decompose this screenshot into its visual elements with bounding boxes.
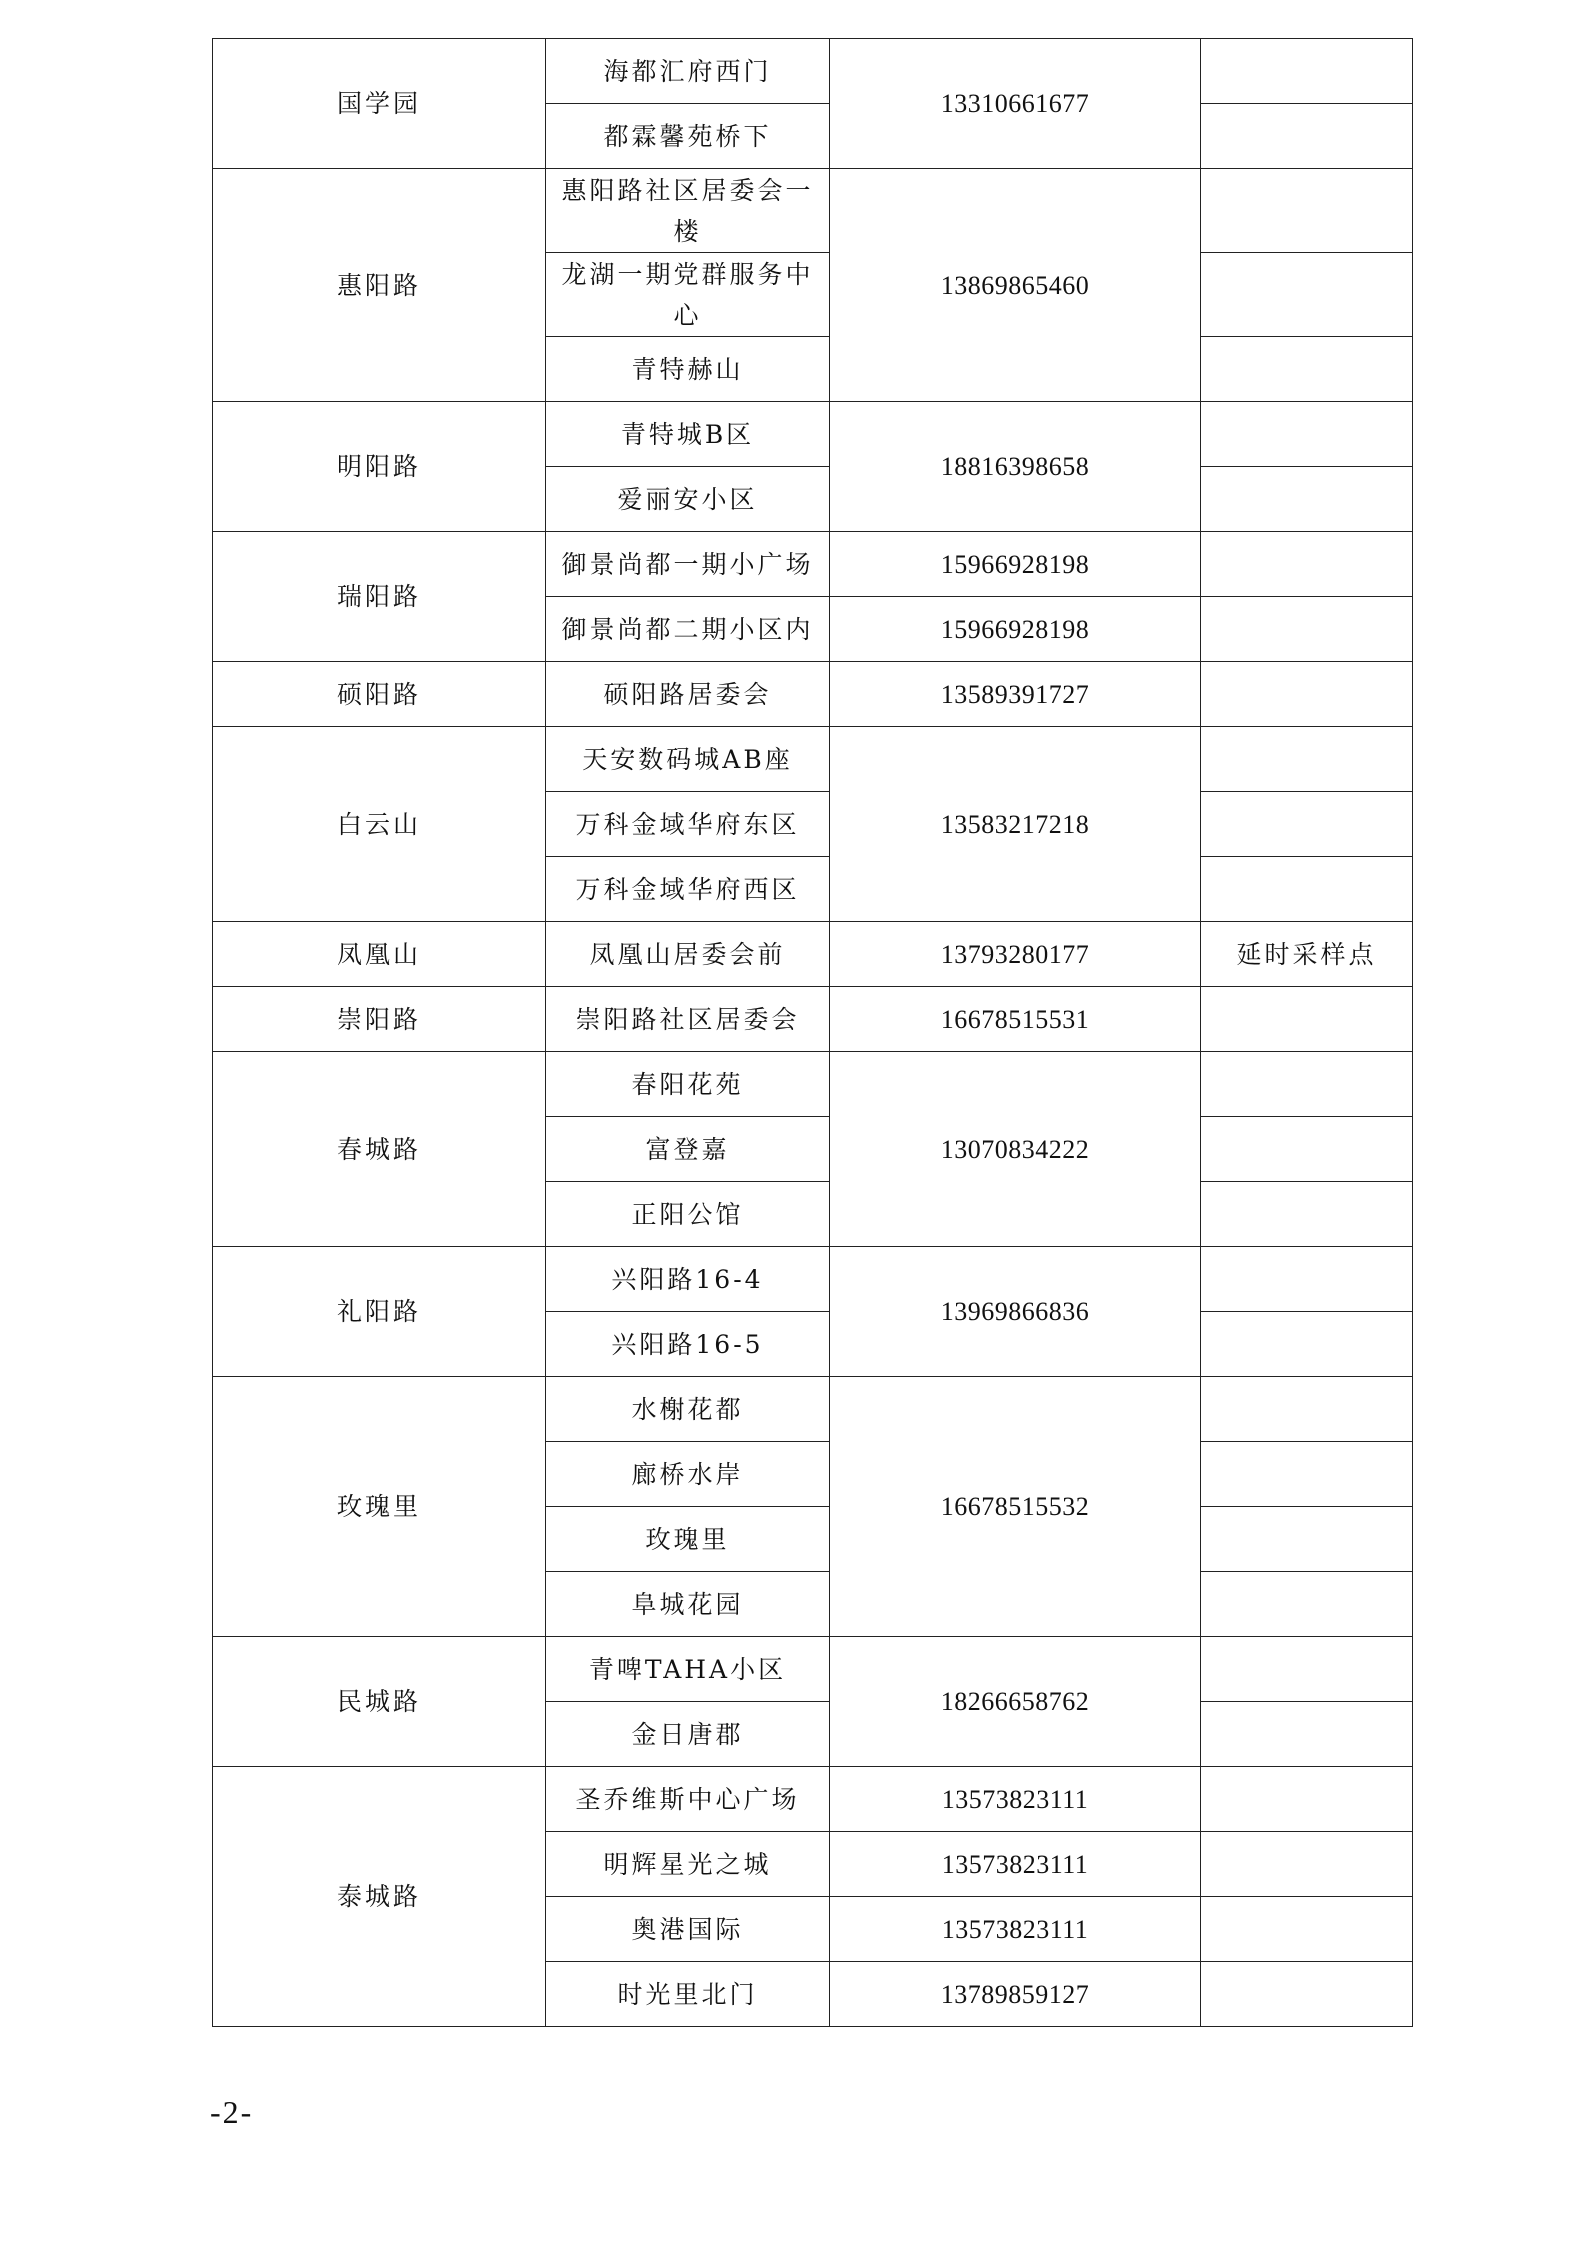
note-cell xyxy=(1201,597,1413,662)
note-cell xyxy=(1201,1182,1413,1247)
note-cell xyxy=(1201,1637,1413,1702)
community-cell: 玫瑰里 xyxy=(213,1377,546,1637)
phone-cell: 16678515532 xyxy=(830,1377,1201,1637)
note-cell xyxy=(1201,104,1413,169)
note-cell xyxy=(1201,1767,1413,1832)
note-cell xyxy=(1201,1832,1413,1897)
community-cell: 白云山 xyxy=(213,727,546,922)
note-cell: 延时采样点 xyxy=(1201,922,1413,987)
site-cell: 海都汇府西门 xyxy=(546,39,830,104)
table-row xyxy=(213,1377,1413,1442)
phone-cell: 15966928198 xyxy=(830,532,1201,597)
phone-cell: 16678515531 xyxy=(830,987,1201,1052)
phone-cell: 13969866836 xyxy=(830,1247,1201,1377)
note-cell xyxy=(1201,792,1413,857)
note-cell xyxy=(1201,662,1413,727)
table-row xyxy=(213,1637,1413,1702)
table-row xyxy=(213,662,1413,727)
note-cell xyxy=(1201,1962,1413,2027)
phone-cell: 13789859127 xyxy=(830,1962,1201,2027)
site-cell: 龙湖一期党群服务中心 xyxy=(546,253,830,337)
note-cell xyxy=(1201,1247,1413,1312)
table-body xyxy=(213,39,1413,2027)
site-cell: 金日唐郡 xyxy=(546,1702,830,1767)
table-row xyxy=(213,39,1413,104)
community-cell: 国学园 xyxy=(213,39,546,169)
note-cell xyxy=(1201,1442,1413,1507)
note-cell xyxy=(1201,337,1413,402)
note-cell xyxy=(1201,1507,1413,1572)
site-cell: 凤凰山居委会前 xyxy=(546,922,830,987)
phone-cell: 13573823111 xyxy=(830,1832,1201,1897)
site-cell: 明辉星光之城 xyxy=(546,1832,830,1897)
community-cell: 泰城路 xyxy=(213,1767,546,2027)
table-row xyxy=(213,922,1413,987)
site-cell: 硕阳路居委会 xyxy=(546,662,830,727)
note-cell xyxy=(1201,727,1413,792)
site-cell: 奥港国际 xyxy=(546,1897,830,1962)
site-cell: 崇阳路社区居委会 xyxy=(546,987,830,1052)
community-cell: 崇阳路 xyxy=(213,987,546,1052)
phone-cell: 13869865460 xyxy=(830,169,1201,402)
table-row xyxy=(213,1052,1413,1117)
note-cell xyxy=(1201,1572,1413,1637)
note-cell xyxy=(1201,253,1413,337)
note-cell xyxy=(1201,987,1413,1052)
table-row xyxy=(213,532,1413,597)
note-cell xyxy=(1201,1377,1413,1442)
note-cell xyxy=(1201,39,1413,104)
site-cell: 阜城花园 xyxy=(546,1572,830,1637)
site-cell: 富登嘉 xyxy=(546,1117,830,1182)
community-cell: 惠阳路 xyxy=(213,169,546,402)
phone-cell: 13573823111 xyxy=(830,1767,1201,1832)
site-cell: 兴阳路16-5 xyxy=(546,1312,830,1377)
site-cell: 御景尚都一期小广场 xyxy=(546,532,830,597)
note-cell xyxy=(1201,1897,1413,1962)
community-cell: 凤凰山 xyxy=(213,922,546,987)
table-row xyxy=(213,1767,1413,1832)
note-cell xyxy=(1201,1117,1413,1182)
phone-cell: 13573823111 xyxy=(830,1897,1201,1962)
note-cell xyxy=(1201,169,1413,253)
note-cell xyxy=(1201,1312,1413,1377)
phone-cell: 13589391727 xyxy=(830,662,1201,727)
site-cell: 青特城B区 xyxy=(546,402,830,467)
phone-cell: 13310661677 xyxy=(830,39,1201,169)
page-number: -2- xyxy=(210,2094,254,2130)
site-cell: 万科金域华府西区 xyxy=(546,857,830,922)
site-cell: 青啤TAHA小区 xyxy=(546,1637,830,1702)
table-row xyxy=(213,987,1413,1052)
site-cell: 玫瑰里 xyxy=(546,1507,830,1572)
site-cell: 春阳花苑 xyxy=(546,1052,830,1117)
phone-cell: 13070834222 xyxy=(830,1052,1201,1247)
note-cell xyxy=(1201,402,1413,467)
community-cell: 民城路 xyxy=(213,1637,546,1767)
site-cell: 御景尚都二期小区内 xyxy=(546,597,830,662)
table-row xyxy=(213,169,1413,253)
site-cell: 水榭花都 xyxy=(546,1377,830,1442)
site-cell: 惠阳路社区居委会一楼 xyxy=(546,169,830,253)
table-row xyxy=(213,727,1413,792)
note-cell xyxy=(1201,1052,1413,1117)
note-cell xyxy=(1201,1702,1413,1767)
community-cell: 瑞阳路 xyxy=(213,532,546,662)
site-cell: 正阳公馆 xyxy=(546,1182,830,1247)
table-row xyxy=(213,402,1413,467)
table-row xyxy=(213,1247,1413,1312)
site-cell: 天安数码城AB座 xyxy=(546,727,830,792)
phone-cell: 18266658762 xyxy=(830,1637,1201,1767)
note-cell xyxy=(1201,532,1413,597)
site-cell: 青特赫山 xyxy=(546,337,830,402)
note-cell xyxy=(1201,467,1413,532)
community-cell: 礼阳路 xyxy=(213,1247,546,1377)
community-cell: 硕阳路 xyxy=(213,662,546,727)
site-cell: 都霖馨苑桥下 xyxy=(546,104,830,169)
site-cell: 圣乔维斯中心广场 xyxy=(546,1767,830,1832)
phone-cell: 13583217218 xyxy=(830,727,1201,922)
community-cell: 春城路 xyxy=(213,1052,546,1247)
site-cell: 时光里北门 xyxy=(546,1962,830,2027)
sampling-sites-table xyxy=(212,38,1413,2027)
community-cell: 明阳路 xyxy=(213,402,546,532)
phone-cell: 13793280177 xyxy=(830,922,1201,987)
site-cell: 爱丽安小区 xyxy=(546,467,830,532)
site-cell: 万科金域华府东区 xyxy=(546,792,830,857)
phone-cell: 18816398658 xyxy=(830,402,1201,532)
phone-cell: 15966928198 xyxy=(830,597,1201,662)
site-cell: 廊桥水岸 xyxy=(546,1442,830,1507)
site-cell: 兴阳路16-4 xyxy=(546,1247,830,1312)
note-cell xyxy=(1201,857,1413,922)
